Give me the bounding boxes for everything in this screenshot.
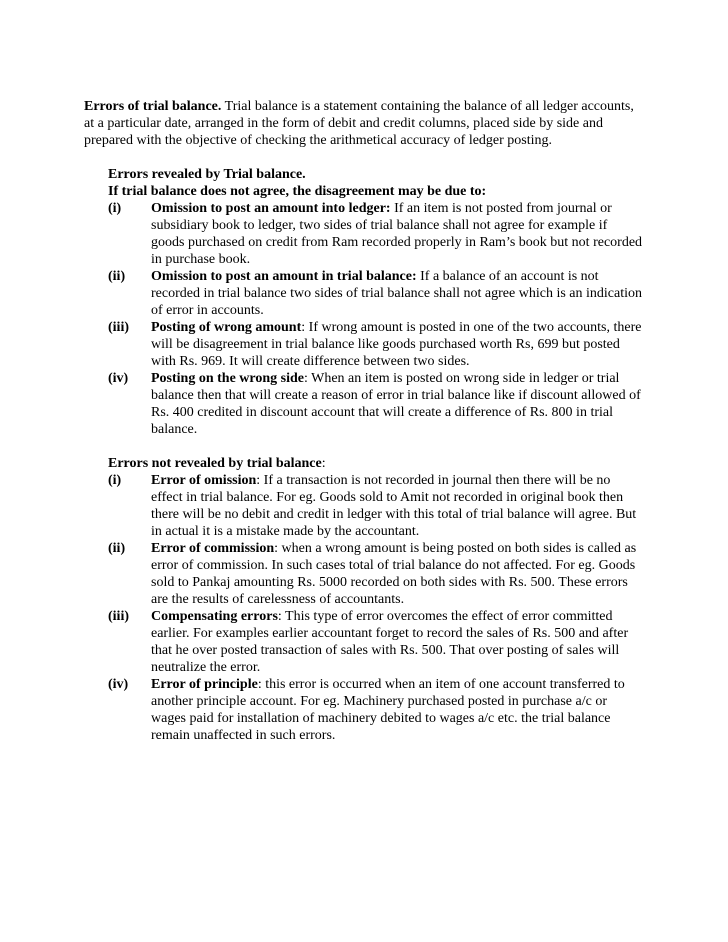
errors-revealed-section [108, 166, 644, 744]
item-term: Error of commission [151, 541, 275, 556]
errors-not-revealed-list [108, 472, 644, 744]
intro-paragraph [84, 98, 644, 149]
item-number: (i) [108, 201, 122, 216]
item-term: Error of omission [151, 473, 257, 488]
item-text: If a balance of an account is not recorded in trial balance two sides of trial balance shall not agree which is an indication of error in accounts. [151, 269, 642, 318]
item-term: Omission to post an amount in trial balance: [151, 269, 417, 284]
errors-revealed-subtitle: If trial balance does not agree, the disagreement may be due to: [108, 184, 487, 199]
document-page [84, 98, 644, 744]
item-term: Compensating errors [151, 609, 278, 624]
item-term: Posting on the wrong side [151, 371, 304, 386]
item-text: : when a wrong amount is being posted on both sides is called as error of commission. In such cases total of trial balance do not affected. For eg. Goods sold to Pankaj amounting Rs. 5000 recorded on both sides with Rs. 500. These errors are the results of carelessness of accountants. [151, 541, 637, 607]
errors-revealed-list [108, 200, 644, 438]
list-item [108, 676, 644, 744]
list-item [108, 200, 644, 268]
errors-not-revealed-title-suffix: : [321, 456, 326, 471]
intro-text: Trial balance is a statement containing the balance of all ledger accounts, at a particular date, arranged in the form of debit and credit columns, placed side by side and prepared with the objective of checking the arithmetical accuracy of ledger posting. [84, 99, 634, 148]
list-item [108, 608, 644, 676]
list-item [108, 370, 644, 438]
item-text: If an item is not posted from journal or subsidiary book to ledger, two sides of trial balance shall not agree for example if goods purchased on credit from Ram recorded properly in Ram’s book but not recorded in purchase book. [151, 201, 643, 267]
item-term: Omission to post an amount into ledger: [151, 201, 391, 216]
item-text: : When an item is posted on wrong side in ledger or trial balance then that will create a reason of error in trial balance like if discount allowed of Rs. 400 credited in discount account that will create a difference of Rs. 800 in trial balance. [151, 371, 641, 437]
item-text: : If a transaction is not recorded in journal then there will be no effect in trial balance. For eg. Goods sold to Amit not recorded in original book then there will be no debit and credit in ledger with this total of trial balance will agree. But in actual it is a mistake made by the accountant. [151, 473, 637, 539]
list-item [108, 472, 644, 540]
list-item [108, 268, 644, 319]
item-text: : This type of error overcomes the effect of error committed earlier. For examples earlier accountant forget to record the sales of Rs. 500 and after that he over posted transaction of sales with Rs. 500. That over posting of sales will neutralize the error. [151, 609, 629, 675]
errors-not-revealed-title: Errors not revealed by trial balance [108, 456, 322, 471]
item-number: (i) [108, 473, 122, 488]
errors-revealed-title: Errors revealed by Trial balance. [108, 167, 306, 182]
list-item [108, 540, 644, 608]
item-text: : this error is occurred when an item of one account transferred to another principle account. For eg. Machinery purchased posted in purchase a/c or wages paid for installation of machinery debited to wages a/c etc. the trial balance remain unaffected in such errors. [151, 677, 625, 743]
item-number: (ii) [108, 541, 126, 556]
list-item [108, 319, 644, 370]
errors-not-revealed-title-line [108, 455, 644, 472]
item-number: (iv) [108, 371, 129, 386]
intro-heading: Errors of trial balance. [84, 99, 222, 114]
item-term: Posting of wrong amount [151, 320, 302, 335]
section-spacer [108, 438, 644, 455]
item-text: : If wrong amount is posted in one of the two accounts, there will be disagreement in trial balance like goods purchased worth Rs, 699 but posted with Rs. 969. It will create difference between two sides. [151, 320, 642, 369]
item-number: (ii) [108, 269, 126, 284]
item-term: Error of principle [151, 677, 258, 692]
item-number: (iii) [108, 609, 129, 624]
item-number: (iv) [108, 677, 129, 692]
item-number: (iii) [108, 320, 129, 335]
